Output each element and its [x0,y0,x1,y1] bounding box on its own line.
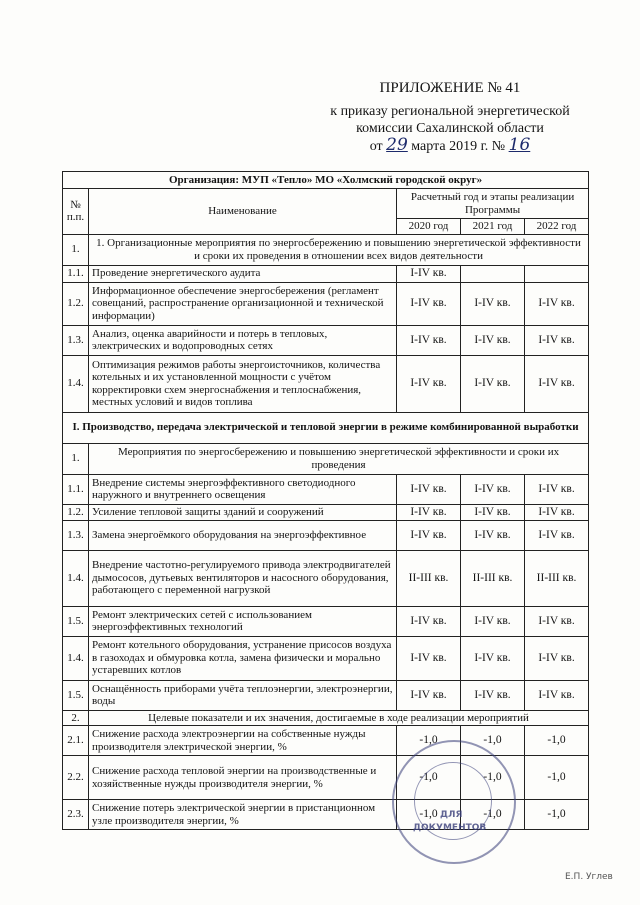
table-row [63,520,589,550]
row-value: -1,0 [525,726,589,756]
table-row [63,680,589,710]
table-row [63,636,589,680]
row-value: I-IV кв. [461,636,525,680]
stamp-text: ДЛЯ [440,810,463,820]
row-number: 1.3. [63,325,89,355]
row-number: 1.5. [63,680,89,710]
row-name: Проведение энергетического аудита [89,265,397,282]
row-value: I-IV кв. [397,636,461,680]
row-value: I-IV кв. [397,680,461,710]
row-value: -1,0 [461,726,525,756]
row-name: Внедрение системы энергоэффективного светодиодного наружного и внутреннего освещения [89,474,397,504]
row-number: 1.4. [63,355,89,412]
stamp-text: ДОКУМЕНТОВ [413,823,487,833]
row-value: I-IV кв. [397,355,461,412]
table-row [63,504,589,520]
table-row [63,355,589,412]
row-value: -1,0 [461,756,525,800]
row-value: -1,0 [525,800,589,830]
row-value: I-IV кв. [525,680,589,710]
signer-name: Е.П. Углев [565,872,613,882]
document-header [300,80,600,155]
row-value: I-IV кв. [461,606,525,636]
section-title: 1. Организационные мероприятия по энергосбережению и повышению энергетической эффективности и сроки их проведения в отношении всех видов деятельности [89,234,589,265]
row-name: Замена энергоёмкого оборудования на энергоэффективное [89,520,397,550]
row-value: I-IV кв. [397,504,461,520]
row-name: Информационное обеспечение энергосбережения (регламент совещаний, распространение организационной и технической информации) [89,282,397,325]
seal-stamp [392,740,516,864]
row-name: Внедрение частотно-регулируемого привода электродвигателей дымососов, дутьевых вентиляторов и насосного оборудования, работающего с переменной нагрузкой [89,550,397,606]
row-value: I-IV кв. [461,355,525,412]
row-name: Усиление тепловой защиты зданий и сооружений [89,504,397,520]
section-title: Мероприятия по энергосбережению и повышению энергетической эффективности и сроки их проведения [89,443,589,474]
table-row [63,474,589,504]
row-value: I-IV кв. [525,606,589,636]
table-row [63,325,589,355]
row-number: 1.2. [63,504,89,520]
row-value: I-IV кв. [525,474,589,504]
row-number: 1.2. [63,282,89,325]
year-header: 2021 год [461,219,525,235]
row-number: 2.1. [63,726,89,756]
row-value: I-IV кв. [461,680,525,710]
table-row [63,265,589,282]
row-name: Снижение расхода электроэнергии на собственные нужды производителя электрической энергии, % [89,726,397,756]
appendix-title: ПРИЛОЖЕНИЕ № 41 [379,80,521,96]
row-name: Ремонт котельного оборудования, устранение присосов воздуха в газоходах и обмуровка котла, замена физически и морально устаревших котлов [89,636,397,680]
year-header: 2022 год [525,219,589,235]
row-value: I-IV кв. [461,325,525,355]
section-number: 2. [63,710,89,726]
row-number: 1.1. [63,474,89,504]
date-prefix: от [369,139,383,154]
row-name: Снижение расхода тепловой энергии на производственные и хозяйственные нужды производителя энергии, % [89,756,397,800]
row-value: I-IV кв. [397,325,461,355]
row-value [525,265,589,282]
row-value: II-III кв. [397,550,461,606]
row-value: -1,0 [461,800,525,830]
date-rest: марта 2019 г. № [411,139,506,154]
row-number: 1.3. [63,520,89,550]
col-header-period: Расчетный год и этапы реализации Программы [397,189,589,219]
program-table [62,171,589,830]
row-number: 1.5. [63,606,89,636]
row-number: 2.3. [63,800,89,830]
row-value: I-IV кв. [525,636,589,680]
row-name: Анализ, оценка аварийности и потерь в тепловых, электрических и водопроводных сетях [89,325,397,355]
table-row [63,282,589,325]
row-value: I-IV кв. [397,282,461,325]
row-value: -1,0 [397,756,461,800]
row-value: I-IV кв. [525,520,589,550]
header-line-1: к приказу региональной энергетической [330,104,570,119]
row-value: II-III кв. [525,550,589,606]
row-name: Оснащённость приборами учёта теплоэнергии, электроэнергии, воды [89,680,397,710]
date-day-handwritten: 29 [386,135,408,155]
section-number: 1. [63,443,89,474]
row-value: I-IV кв. [397,520,461,550]
row-number: 1.1. [63,265,89,282]
order-number-handwritten: 16 [508,135,531,155]
row-name: Снижение потерь электрической энергии в пристанционном узле производителя энергии, % [89,800,397,830]
table-row [63,726,589,756]
section-title: I. Производство, передача электрической и тепловой энергии в режиме комбинированной выработки [63,412,589,443]
row-value: -1,0 [397,800,461,830]
row-number: 1.4. [63,550,89,606]
row-name: Оптимизация режимов работы энергоисточников, количества котельных и их установленной мощности с учётом корректировки схем энергоснабжения и теплоснабжения, местных условий и видов топлива [89,355,397,412]
row-value: I-IV кв. [397,606,461,636]
row-value: I-IV кв. [525,325,589,355]
row-value: I-IV кв. [525,282,589,325]
col-header-number: № п.п. [63,189,89,235]
organization-title: Организация: МУП «Тепло» МО «Холмский городской округ» [63,172,589,189]
row-value: -1,0 [525,756,589,800]
table-row [63,550,589,606]
row-number: 1.4. [63,636,89,680]
row-value [461,265,525,282]
section-number: 1. [63,234,89,265]
row-value: I-IV кв. [397,474,461,504]
row-value: I-IV кв. [397,265,461,282]
header-line-2: комиссии Сахалинской области [356,121,544,136]
section-title: Целевые показатели и их значения, достигаемые в ходе реализации мероприятий [89,710,589,726]
table-row [63,606,589,636]
row-value: I-IV кв. [525,504,589,520]
row-number: 2.2. [63,756,89,800]
row-value: I-IV кв. [461,282,525,325]
row-value: -1,0 [397,726,461,756]
row-value: I-IV кв. [461,520,525,550]
row-name: Ремонт электрических сетей с использованием энергоэффективных технологий [89,606,397,636]
row-value: I-IV кв. [525,355,589,412]
row-value: II-III кв. [461,550,525,606]
col-header-name: Наименование [89,189,397,235]
row-value: I-IV кв. [461,504,525,520]
row-value: I-IV кв. [461,474,525,504]
header-date-line [300,137,600,155]
year-header: 2020 год [397,219,461,235]
